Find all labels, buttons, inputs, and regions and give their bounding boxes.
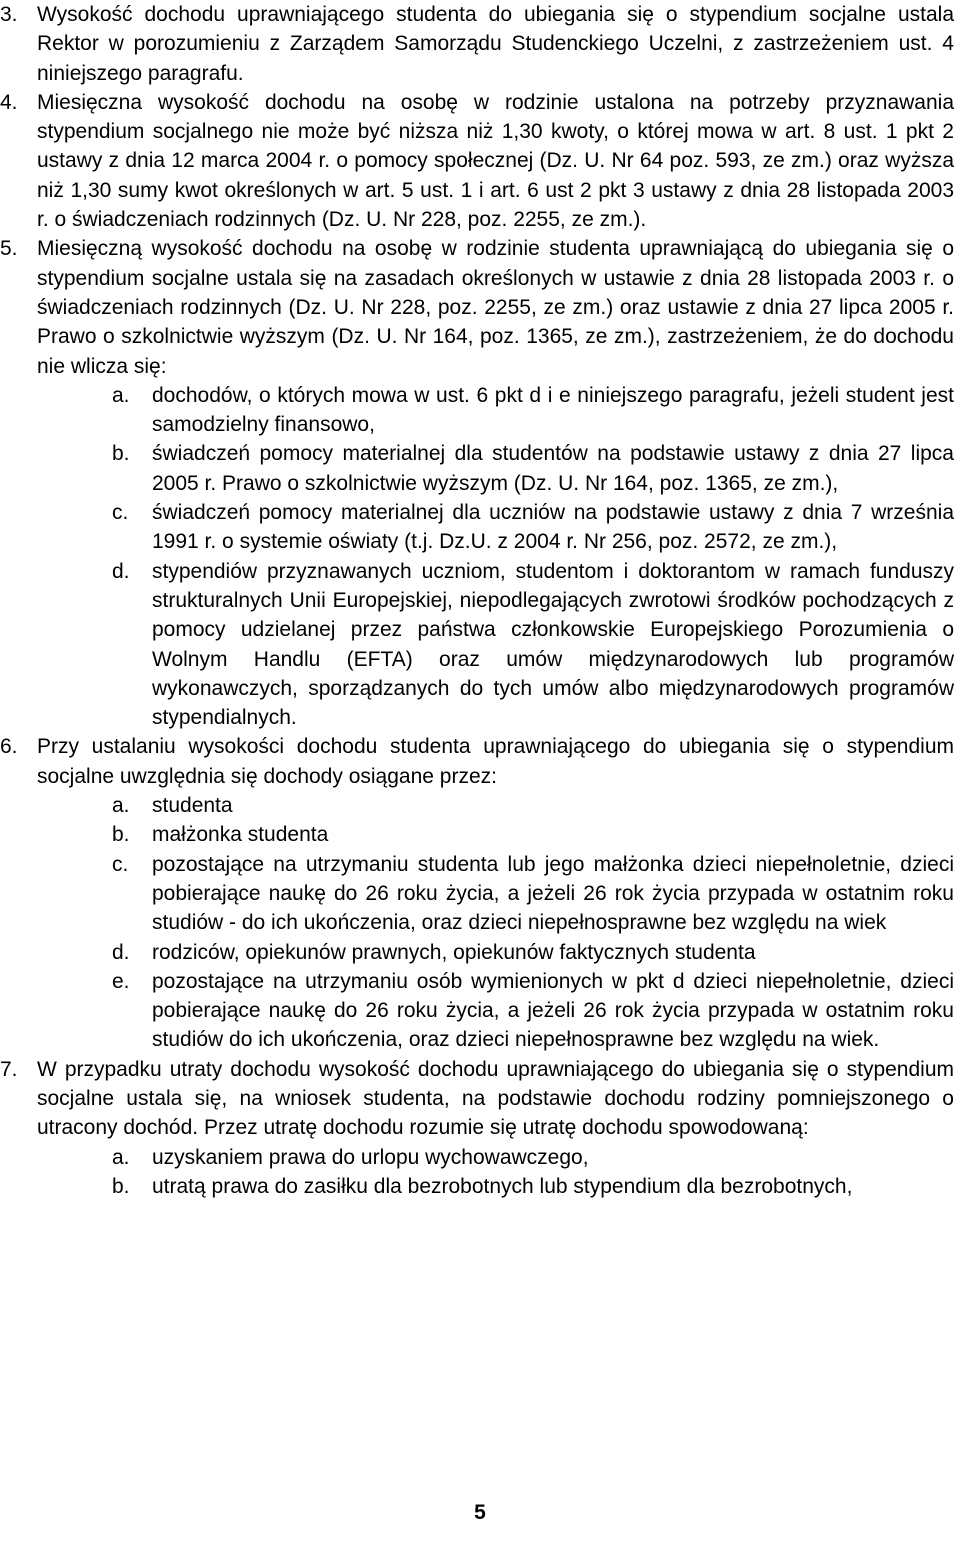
list-item-letter: b.	[112, 1174, 130, 1198]
list-item	[0, 938, 960, 967]
paragraph-3	[0, 0, 960, 88]
paragraph-5	[0, 234, 960, 380]
paragraph-5-list	[0, 381, 960, 733]
list-item	[0, 498, 960, 557]
paragraph-6-list	[0, 791, 960, 1055]
paragraph-number: 3.	[0, 3, 18, 26]
list-item	[0, 381, 960, 440]
list-item	[0, 1172, 960, 1201]
list-item-text: studenta	[152, 794, 233, 818]
list-item-text: świadczeń pomocy materialnej dla studentów na podstawie ustawy z dnia 27 lipca 2005 r. Prawo o szkolnictwie wyższym (Dz. U. Nr 164, poz. 1365, ze zm.),	[152, 442, 954, 495]
paragraph-4	[0, 88, 960, 234]
list-item-letter: e.	[112, 969, 130, 993]
list-item-text: uzyskaniem prawa do urlopu wychowawczego,	[152, 1145, 589, 1169]
list-item-text: małżonka studenta	[152, 823, 329, 847]
list-item-text: pozostające na utrzymaniu osób wymienionych w pkt d dzieci niepełnoletnie, dzieci pobierające naukę do 26 roku życia, a jeżeli 26 rok życia przypada w ostatnim roku studiów do ich ukończenia, oraz dzieci niepełnosprawne bez względu na wiek.	[152, 969, 954, 1052]
paragraph-number: 6.	[0, 735, 18, 759]
paragraph-text: W przypadku utraty dochodu wysokość dochodu uprawniającego do ubiegania się o stypendium socjalne ustala się, na wniosek studenta, na podstawie dochodu rodziny pomniejszonego o utracony dochód. Przez utratę dochodu rozumie się utratę dochodu spowodowaną:	[37, 1057, 954, 1140]
list-item	[0, 791, 960, 820]
paragraph-7-list	[0, 1143, 960, 1202]
list-item-letter: c.	[112, 852, 129, 876]
list-item	[0, 1143, 960, 1172]
list-item-text: utratą prawa do zasiłku dla bezrobotnych lub stypendium dla bezrobotnych,	[152, 1174, 853, 1198]
paragraph-7	[0, 1055, 960, 1143]
paragraph-6	[0, 732, 960, 791]
list-item-text: rodziców, opiekunów prawnych, opiekunów faktycznych studenta	[152, 940, 756, 964]
list-item	[0, 967, 960, 1055]
list-item	[0, 557, 960, 733]
list-item-letter: b.	[112, 442, 130, 466]
paragraph-text: Miesięczna wysokość dochodu na osobę w rodzinie ustalona na potrzeby przyznawania stypendium socjalnego nie może być niższa niż 1,30 kwoty, o której mowa w art. 8 ust. 1 pkt 2 ustawy z dnia 12 marca 2004 r. o pomocy społecznej (Dz. U. Nr 64 poz. 593, ze zm.) oraz wyższa niż 1,30 sumy kwot określonych w art. 5 ust. 1 i art. 6 ust 2 pkt 3 ustawy z dnia 28 listopada 2003 r. o świadczeniach rodzinnych (Dz. U. Nr 228, poz. 2255, ze zm.).	[37, 90, 954, 232]
list-item	[0, 820, 960, 849]
list-item-letter: a.	[112, 1145, 130, 1169]
list-item-text: stypendiów przyznawanych uczniom, studentom i doktorantom w ramach funduszy strukturalnych Unii Europejskiej, niepodlegających zwrotowi środków pochodzących z pomocy udzielanej przez państwa członkowskie Europejskiego Porozumienia o Wolnym Handlu (EFTA) oraz umów międzynarodowych lub programów wykonawczych, sporządzanych do tych umów albo międzynarodowych programów stypendialnych.	[152, 559, 954, 730]
list-item-letter: c.	[112, 501, 129, 525]
list-item	[0, 439, 960, 498]
list-item-text: dochodów, o których mowa w ust. 6 pkt d i e niniejszego paragrafu, jeżeli student jest samodzielny finansowo,	[152, 383, 954, 437]
list-item-text: świadczeń pomocy materialnej dla uczniów na podstawie ustawy z dnia 7 września 1991 r. o systemie oświaty (t.j. Dz.U. z 2004 r. Nr 256, poz. 2572, ze zm.),	[152, 501, 954, 554]
list-item-letter: b.	[112, 823, 130, 847]
paragraph-text: Przy ustalaniu wysokości dochodu studenta uprawniającego do ubiegania się o stypendium socjalne uwzględnia się dochody osiągane przez:	[37, 735, 954, 788]
paragraph-number: 4.	[0, 90, 18, 114]
list-item-text: pozostające na utrzymaniu studenta lub jego małżonka dzieci niepełnoletnie, dzieci pobierające naukę do 26 roku życia, a jeżeli 26 rok życia przypada w ostatnim roku studiów - do ich ukończenia, oraz dzieci niepełnosprawne bez względu na wiek	[152, 852, 954, 935]
paragraph-text: Miesięczną wysokość dochodu na osobę w rodzinie studenta uprawniającą do ubiegania się o stypendium socjalne ustala się na zasadach określonych w ustawie z dnia 28 listopada 2003 r. o świadczeniach rodzinnych (Dz. U. Nr 228, poz. 2255, ze zm.) oraz ustawie z dnia 27 lipca 2005 r. Prawo o szkolnictwie wyższym (Dz. U. Nr 164, poz. 1365, ze zm.), zastrzeżeniem, że do dochodu nie wlicza się:	[37, 237, 954, 378]
page-number: 5	[474, 1501, 486, 1524]
paragraph-text: Wysokość dochodu uprawniającego studenta do ubiegania się o stypendium socjalne ustala Rektor w porozumieniu z Zarządem Samorządu Studenckiego Uczelni, z zastrzeżeniem ust. 4 niniejszego paragrafu.	[37, 3, 954, 85]
list-item-letter: d.	[112, 940, 130, 964]
list-item-letter: d.	[112, 559, 130, 583]
list-item-letter: a.	[112, 794, 130, 818]
list-item	[0, 850, 960, 938]
list-item-letter: a.	[112, 383, 130, 407]
paragraph-number: 5.	[0, 237, 18, 261]
paragraph-number: 7.	[0, 1057, 18, 1081]
